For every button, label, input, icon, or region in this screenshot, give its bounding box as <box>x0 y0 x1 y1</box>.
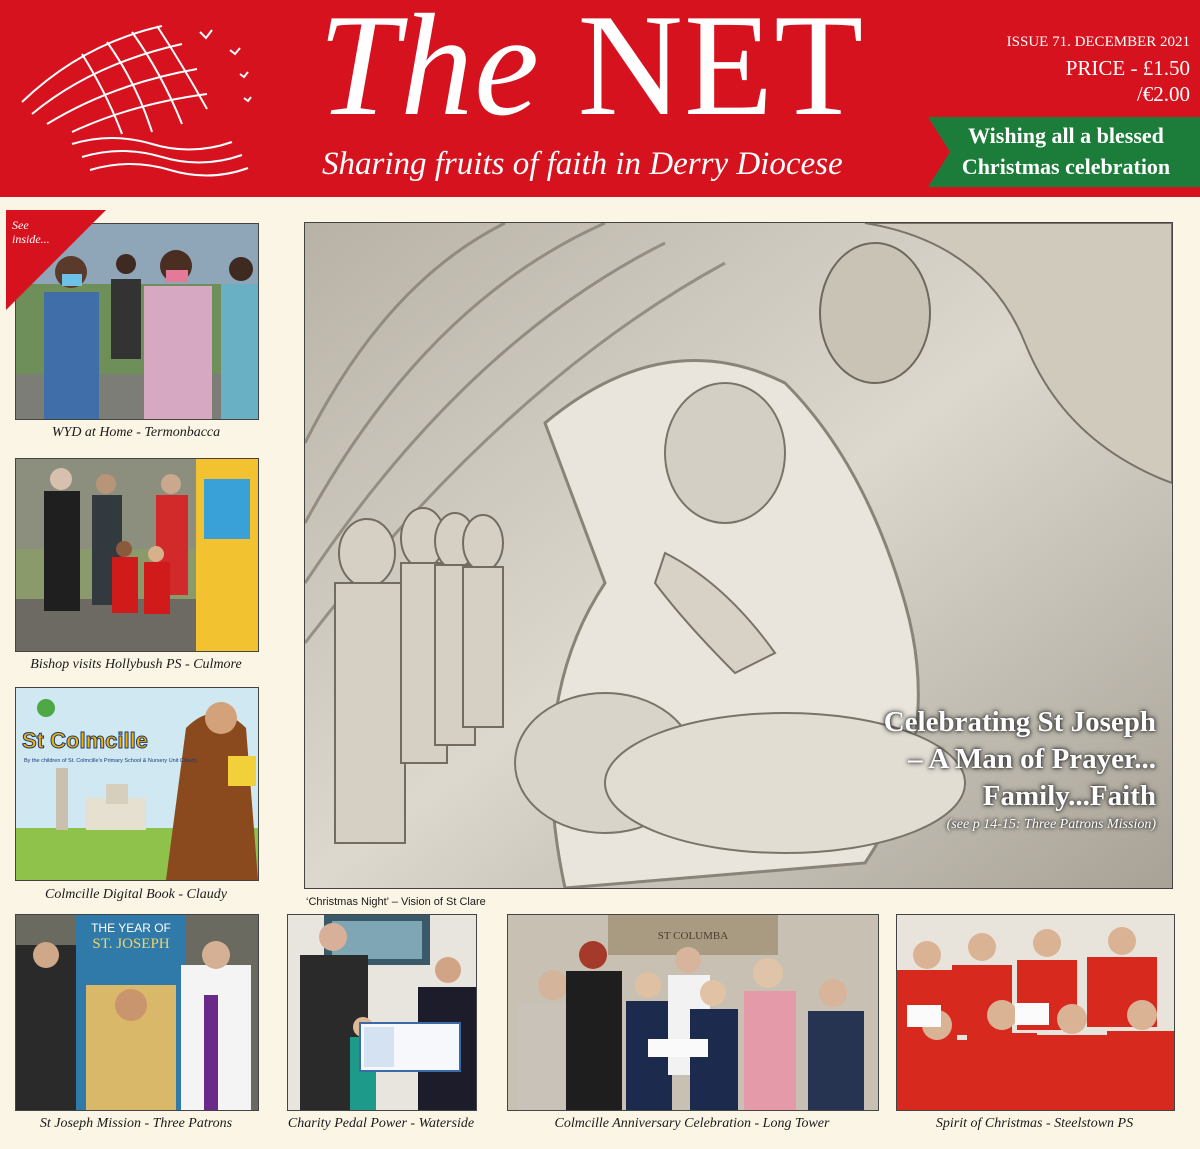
main-headline: Celebrating St Joseph – A Man of Prayer... Family...Faith <box>883 706 1156 812</box>
masthead-tagline: Sharing fruits of faith in Derry Diocese <box>322 146 843 182</box>
book-subtitle: By the children of St. Colmcille's Primary School & Nursery Unit Claudy <box>24 758 198 764</box>
banner-line-2: ST. JOSEPH <box>92 936 170 952</box>
photo-colmcille-book <box>15 687 259 881</box>
photo-hollybush <box>15 458 259 652</box>
photo-colmcille-anniversary <box>507 914 879 1111</box>
photo-st-joseph-mission <box>15 914 259 1111</box>
caption-st-joseph-mission: St Joseph Mission - Three Patrons <box>39 1116 233 1131</box>
caption-christmas-night: ‘Christmas Night’ – Vision of St Clare <box>306 896 486 908</box>
masthead <box>0 0 1200 197</box>
christmas-ribbon-text: Wishing all a blessed Christmas celebration <box>961 123 1171 179</box>
caption-wyd: WYD at Home - Termonbacca <box>51 425 221 440</box>
caption-hollybush: Bishop visits Hollybush PS - Culmore <box>30 657 242 672</box>
caption-colmcille-book: Colmcille Digital Book - Claudy <box>45 887 227 902</box>
caption-spirit-of-christmas: Spirit of Christmas - Steelstown PS <box>935 1116 1134 1131</box>
net-logo-icon <box>12 14 267 184</box>
book-title: St Colmcille <box>22 728 148 753</box>
price-eur: /€2.00 <box>1136 82 1190 107</box>
masthead-title: The NET <box>318 0 865 146</box>
price <box>1066 55 1190 108</box>
church-sign: ST COLUMBA <box>657 930 729 942</box>
photo-charity-pedal-power <box>287 914 477 1111</box>
photo-spirit-of-christmas <box>896 914 1175 1111</box>
issue-number: ISSUE 71. DECEMBER 2021 <box>1006 34 1190 50</box>
main-headline-reference: (see p 14-15: Three Patrons Mission) <box>946 817 1156 832</box>
price-gbp: PRICE - £1.50 <box>1065 56 1190 80</box>
caption-charity-pedal-power: Charity Pedal Power - Waterside <box>287 1116 475 1131</box>
see-inside-text: See inside... <box>12 218 50 246</box>
banner-line-1: THE YEAR OF <box>91 921 171 935</box>
caption-colmcille-anniversary: Colmcille Anniversary Celebration - Long Tower <box>554 1116 830 1131</box>
